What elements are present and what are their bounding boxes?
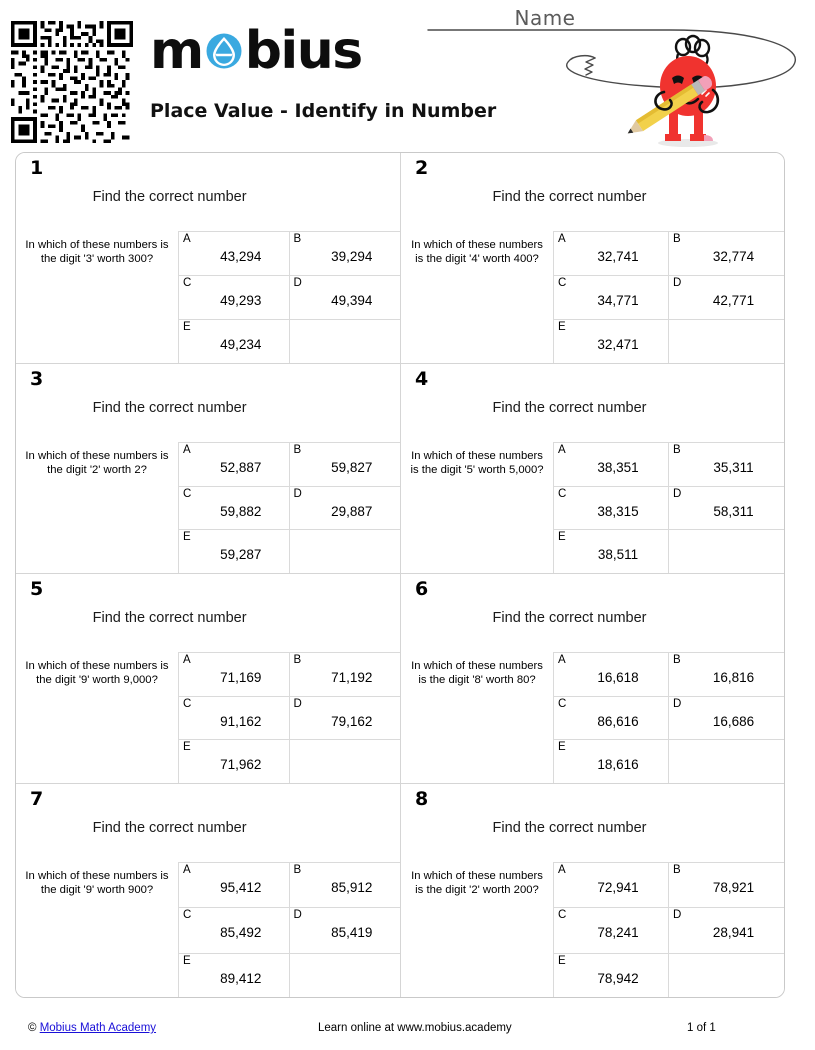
option-letter: C (183, 909, 192, 922)
name-field-area[interactable] (425, 6, 715, 30)
option-empty (290, 954, 401, 998)
option-letter: B (673, 864, 681, 876)
footer-page-number: 1 of 1 (687, 1022, 716, 1034)
answer-options-table (553, 652, 784, 783)
question-instruction: Find the correct number (492, 820, 647, 836)
option-c[interactable] (179, 487, 290, 530)
option-b[interactable] (290, 232, 401, 275)
question-instruction: Find the correct number (492, 400, 647, 416)
option-letter: B (673, 654, 681, 666)
option-e[interactable] (554, 530, 669, 573)
option-value: 32,741 (597, 249, 639, 264)
table-row (554, 697, 784, 741)
option-empty (290, 320, 401, 363)
option-letter: E (183, 954, 191, 967)
table-row (179, 276, 400, 320)
option-d[interactable] (290, 697, 401, 740)
table-row (554, 232, 784, 276)
option-value: 85,492 (220, 925, 262, 941)
option-c[interactable] (179, 276, 290, 319)
table-row (179, 954, 400, 998)
name-label: Name (514, 6, 576, 30)
option-c[interactable] (554, 487, 669, 530)
question-block-7 (16, 784, 400, 998)
answer-options-table (178, 442, 400, 573)
option-value: 78,241 (597, 925, 639, 941)
option-letter: E (558, 321, 566, 333)
option-value: 35,311 (713, 460, 754, 475)
option-a[interactable] (179, 443, 290, 486)
logo-text-before: m (150, 21, 203, 81)
option-letter: A (558, 864, 566, 876)
question-block-8 (400, 784, 784, 998)
question-block-4 (400, 364, 784, 573)
option-letter: A (183, 233, 191, 245)
option-d[interactable] (669, 908, 784, 952)
option-letter: D (673, 909, 682, 922)
option-a[interactable] (554, 443, 669, 486)
question-instruction: Find the correct number (92, 610, 247, 626)
option-value: 28,941 (712, 925, 755, 941)
option-letter: D (673, 697, 682, 710)
option-value: 38,315 (597, 503, 639, 519)
question-instruction: Find the correct number (492, 189, 647, 205)
option-value: 16,816 (712, 670, 755, 685)
option-value: 85,912 (331, 880, 373, 895)
question-number: 2 (415, 157, 429, 179)
option-letter: E (183, 321, 191, 333)
question-number: 7 (30, 788, 44, 810)
table-row (554, 908, 784, 953)
question-instruction: Find the correct number (92, 820, 247, 836)
option-value: 59,827 (331, 460, 373, 475)
option-letter: E (558, 741, 566, 754)
qr-code-icon[interactable] (11, 21, 133, 143)
droplet-circle-icon (204, 28, 244, 68)
table-row (179, 232, 400, 276)
option-value: 91,162 (220, 713, 262, 729)
option-letter: E (183, 531, 191, 544)
option-e[interactable] (179, 530, 290, 573)
option-value: 59,882 (220, 503, 262, 519)
option-value: 49,234 (220, 337, 262, 352)
option-letter: D (293, 909, 302, 922)
option-letter: E (558, 531, 566, 544)
table-row (554, 954, 784, 998)
option-value: 78,942 (597, 970, 639, 986)
option-value: 16,618 (597, 670, 639, 685)
option-value: 32,471 (597, 337, 639, 352)
option-c[interactable] (554, 276, 669, 319)
option-value: 72,941 (597, 880, 639, 895)
answer-options-table (178, 652, 400, 783)
option-value: 78,921 (712, 880, 755, 895)
option-letter: B (293, 444, 302, 456)
option-letter: B (673, 233, 681, 245)
option-letter: A (183, 864, 191, 876)
question-instruction: Find the correct number (492, 610, 647, 626)
option-d[interactable] (669, 276, 784, 319)
option-letter: D (293, 697, 302, 710)
option-value: 79,162 (331, 713, 373, 729)
option-letter: D (673, 277, 682, 289)
option-a[interactable] (554, 232, 669, 275)
question-prompt: In which of these numbers is the digit '8' worth 80? (411, 660, 543, 687)
option-letter: E (183, 741, 191, 754)
option-b[interactable] (669, 653, 784, 696)
option-letter: B (293, 233, 302, 245)
table-row (554, 320, 784, 363)
question-block-6 (400, 574, 784, 783)
option-empty (669, 954, 784, 998)
option-value: 38,511 (597, 547, 639, 563)
option-letter: C (558, 909, 567, 922)
option-empty (290, 740, 401, 783)
option-value: 16,686 (712, 713, 755, 729)
option-value: 43,294 (220, 249, 262, 264)
option-letter: E (558, 954, 566, 967)
option-a[interactable] (179, 232, 290, 275)
option-value: 71,962 (220, 757, 262, 773)
option-value: 71,169 (220, 670, 262, 685)
option-b[interactable] (669, 232, 784, 275)
question-row (16, 573, 784, 783)
option-letter: D (293, 277, 302, 289)
option-empty (669, 320, 784, 363)
option-d[interactable] (290, 276, 401, 319)
option-letter: A (183, 444, 191, 456)
question-number: 8 (415, 788, 429, 810)
option-a[interactable] (179, 863, 290, 907)
page-footer (0, 1016, 815, 1040)
mobius-math-academy-link[interactable]: Mobius Math Academy (39, 1022, 157, 1034)
table-row (179, 697, 400, 741)
option-e[interactable] (554, 320, 669, 363)
table-row (554, 487, 784, 531)
option-value: 71,192 (331, 670, 373, 685)
question-row (16, 153, 784, 363)
option-letter: B (673, 444, 681, 456)
option-c[interactable] (179, 697, 290, 740)
option-value: 95,412 (220, 880, 262, 895)
question-row (16, 363, 784, 573)
question-instruction: Find the correct number (92, 189, 247, 205)
option-e[interactable] (179, 740, 290, 783)
option-e[interactable] (554, 740, 669, 783)
table-row (179, 443, 400, 487)
option-letter: C (558, 487, 567, 500)
question-block-5 (16, 574, 400, 783)
option-letter: C (558, 697, 567, 710)
option-value: 49,394 (331, 293, 373, 308)
answer-options-table (178, 862, 400, 998)
option-d[interactable] (290, 908, 401, 952)
option-e[interactable] (554, 954, 669, 998)
table-row (179, 740, 400, 783)
option-value: 34,771 (597, 293, 639, 308)
option-value: 59,287 (220, 547, 262, 563)
option-b[interactable] (290, 863, 401, 907)
mobius-logo[interactable] (150, 22, 400, 80)
option-letter: D (673, 487, 682, 500)
option-value: 49,293 (220, 293, 262, 308)
option-value: 18,616 (597, 757, 639, 773)
table-row (554, 863, 784, 908)
option-value: 32,774 (712, 249, 755, 264)
questions-grid (15, 152, 785, 998)
question-block-1 (16, 153, 400, 363)
option-d[interactable] (669, 697, 784, 740)
question-prompt: In which of these numbers is the digit '9' worth 9,000? (25, 660, 169, 687)
table-row (554, 740, 784, 783)
answer-options-table (553, 231, 784, 363)
option-c[interactable] (179, 908, 290, 952)
option-letter: C (183, 277, 192, 289)
option-letter: A (558, 444, 566, 456)
table-row (179, 487, 400, 531)
table-row (179, 908, 400, 953)
question-block-3 (16, 364, 400, 573)
question-prompt: In which of these numbers is the digit '9' worth 900? (25, 870, 169, 897)
option-letter: B (293, 654, 302, 666)
option-letter: A (558, 233, 566, 245)
question-prompt: In which of these numbers is the digit '5' worth 5,000? (410, 450, 544, 477)
option-letter: C (558, 277, 567, 289)
option-empty (669, 740, 784, 783)
footer-learn-online-text: Learn online at www.mobius.academy (318, 1022, 512, 1034)
option-value: 85,419 (331, 925, 373, 941)
page-title: Place Value - Identify in Number (150, 100, 497, 122)
table-row (554, 443, 784, 487)
option-value: 42,771 (712, 293, 755, 308)
option-value: 39,294 (331, 249, 373, 264)
option-value: 52,887 (220, 460, 262, 475)
question-number: 3 (30, 368, 44, 390)
option-b[interactable] (669, 443, 784, 486)
question-number: 1 (30, 157, 44, 179)
footer-copyright (28, 1022, 156, 1034)
question-instruction: Find the correct number (92, 400, 247, 416)
option-d[interactable] (669, 487, 784, 530)
option-value: 86,616 (597, 713, 639, 729)
brand-block (150, 21, 497, 122)
table-row (179, 653, 400, 697)
option-empty (669, 530, 784, 573)
option-e[interactable] (179, 320, 290, 363)
option-value: 89,412 (220, 970, 262, 986)
option-letter: A (183, 654, 191, 666)
question-number: 6 (415, 578, 429, 600)
option-d[interactable] (290, 487, 401, 530)
table-row (554, 276, 784, 320)
option-b[interactable] (290, 443, 401, 486)
option-c[interactable] (554, 908, 669, 952)
option-empty (290, 530, 401, 573)
question-row (16, 783, 784, 998)
table-row (554, 653, 784, 697)
option-e[interactable] (179, 954, 290, 998)
table-row (554, 530, 784, 573)
question-prompt: In which of these numbers is the digit '3' worth 300? (25, 239, 169, 266)
worksheet-header (0, 0, 815, 148)
question-block-2 (400, 153, 784, 363)
option-a[interactable] (179, 653, 290, 696)
table-row (179, 863, 400, 908)
question-prompt: In which of these numbers is the digit '2' worth 2? (25, 450, 169, 477)
answer-options-table (553, 442, 784, 573)
option-a[interactable] (554, 863, 669, 907)
option-value: 38,351 (597, 460, 639, 475)
option-value: 58,311 (713, 503, 754, 519)
option-c[interactable] (554, 697, 669, 740)
red-mascot-with-pencil-icon (620, 30, 750, 150)
option-value: 29,887 (331, 503, 373, 519)
option-letter: A (558, 654, 566, 666)
option-a[interactable] (554, 653, 669, 696)
logo-text-after: bius (244, 21, 362, 81)
question-number: 5 (30, 578, 44, 600)
copyright-symbol: © (28, 1022, 37, 1034)
option-letter: B (293, 864, 302, 876)
table-row (179, 530, 400, 573)
question-prompt: In which of these numbers is the digit '4' worth 400? (411, 239, 543, 266)
option-letter: D (293, 487, 302, 500)
answer-options-table (178, 231, 400, 363)
answer-options-table (553, 862, 784, 998)
option-letter: C (183, 697, 192, 710)
option-b[interactable] (669, 863, 784, 907)
question-number: 4 (415, 368, 429, 390)
table-row (179, 320, 400, 363)
option-letter: C (183, 487, 192, 500)
question-prompt: In which of these numbers is the digit '2' worth 200? (411, 870, 543, 897)
option-b[interactable] (290, 653, 401, 696)
